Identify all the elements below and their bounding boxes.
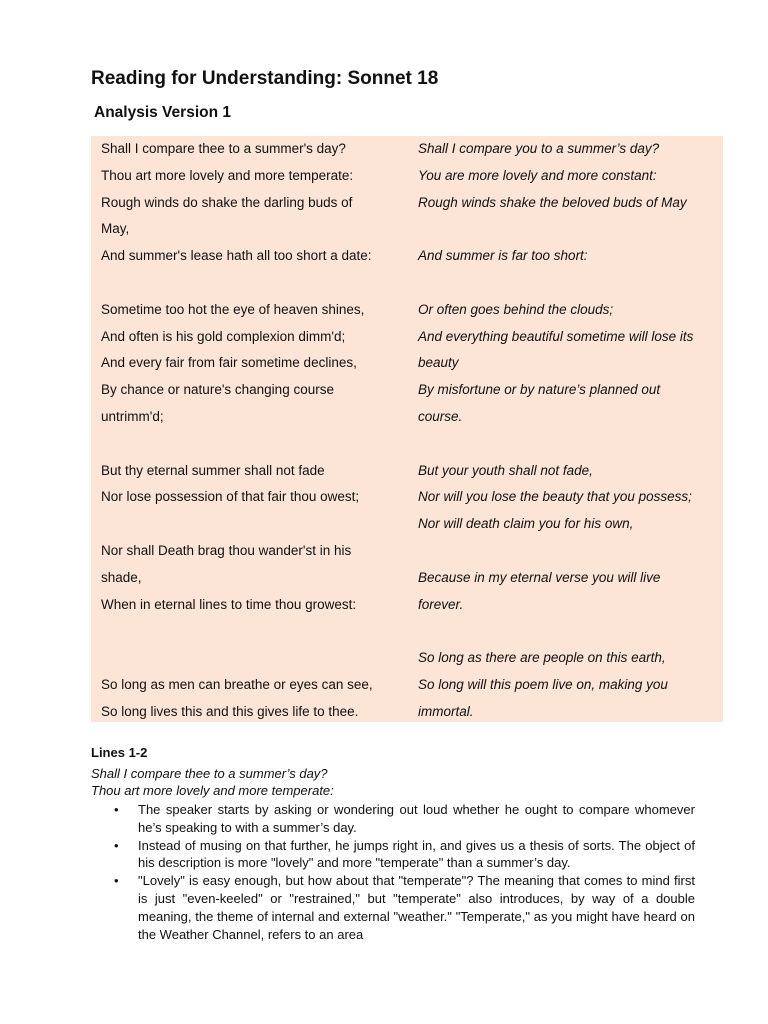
modern-translation-line: Nor will you lose the beauty that you possess; bbox=[418, 489, 692, 505]
original-line: And every fair from fair sometime declines, bbox=[101, 355, 357, 371]
quote-line: Thou art more lovely and more temperate: bbox=[91, 783, 334, 798]
modern-translation-line: Shall I compare you to a summer’s day? bbox=[418, 141, 660, 156]
modern-translation-line: Nor will death claim you for his own, bbox=[418, 516, 634, 532]
original-line: By chance or nature's changing course bbox=[101, 382, 334, 398]
original-line: Rough winds do shake the darling buds of bbox=[101, 194, 353, 210]
original-line: Nor shall Death brag thou wander'st in his bbox=[101, 543, 352, 558]
modern-translation-line: Rough winds shake the beloved buds of May bbox=[418, 194, 687, 210]
modern-translation-line: So long as there are people on this earth, bbox=[418, 650, 666, 666]
modern-translation-line: You are more lovely and more constant: bbox=[418, 167, 657, 183]
modern-translation-line: And summer is far too short: bbox=[418, 248, 588, 264]
bullet-item: • Instead of musing on that further, he jumps right in, and gives us a thesis of sorts. The object of his description is more "lovely" and more "temperate" than a summer’s day. bbox=[114, 837, 695, 871]
original-line: So long lives this and this gives life to thee. bbox=[101, 703, 359, 719]
quote-line: Shall I compare thee to a summer’s day? bbox=[91, 766, 328, 781]
bullet-item: • The speaker starts by asking or wondering out loud whether he ought to compare whomever he’s speaking to with a summer’s day. bbox=[114, 802, 695, 835]
original-line: Thou art more lovely and more temperate: bbox=[101, 167, 354, 183]
bullet-icon: • bbox=[114, 873, 119, 889]
modern-translation-line: By misfortune or by nature’s planned out bbox=[418, 382, 661, 398]
section-heading: Lines 1-2 bbox=[91, 745, 148, 760]
bullet-icon: • bbox=[114, 802, 119, 817]
modern-translation-line: And everything beautiful sometime will lose its bbox=[418, 328, 694, 344]
modern-translation-line: Because in my eternal verse you will live bbox=[418, 569, 661, 585]
original-line: But thy eternal summer shall not fade bbox=[101, 462, 325, 478]
original-line: shade, bbox=[101, 569, 142, 585]
original-line: When in eternal lines to time thou growest: bbox=[101, 596, 357, 612]
sonnet-comparison-table bbox=[91, 136, 723, 722]
bullet-item: • "Lovely" is easy enough, but how about that "temperate"? The meaning that comes to mind first is just "even-keeled" or "restrained," but "temperate" also introduces, by way of a double meaning, the theme of internal and external "weather." "Temperate," as you might have heard on the Weather Channel, refers to an area bbox=[114, 873, 695, 942]
original-line: May, bbox=[101, 221, 130, 237]
modern-translation-line: So long will this poem live on, making you bbox=[418, 677, 668, 692]
original-line: Shall I compare thee to a summer's day? bbox=[101, 141, 346, 156]
document-subtitle: Analysis Version 1 bbox=[94, 104, 231, 121]
original-line: So long as men can breathe or eyes can see, bbox=[101, 677, 373, 692]
document-title: Reading for Understanding: Sonnet 18 bbox=[91, 68, 439, 89]
modern-translation-line: course. bbox=[418, 409, 463, 424]
original-line: Nor lose possession of that fair thou owest; bbox=[101, 489, 360, 505]
analysis-bullet-list bbox=[114, 801, 695, 943]
original-line: Sometime too hot the eye of heaven shines, bbox=[101, 301, 365, 317]
original-line: And often is his gold complexion dimm'd; bbox=[101, 328, 346, 344]
modern-translation-line: Or often goes behind the clouds; bbox=[418, 301, 614, 317]
modern-translation-line: But your youth shall not fade, bbox=[418, 462, 593, 478]
original-line: And summer's lease hath all too short a date: bbox=[101, 248, 372, 264]
modern-translation-line: immortal. bbox=[418, 703, 474, 719]
original-line: untrimm'd; bbox=[101, 409, 164, 424]
modern-translation-line: forever. bbox=[418, 596, 464, 612]
modern-translation-line: beauty bbox=[418, 355, 459, 371]
bullet-icon: • bbox=[114, 837, 119, 853]
